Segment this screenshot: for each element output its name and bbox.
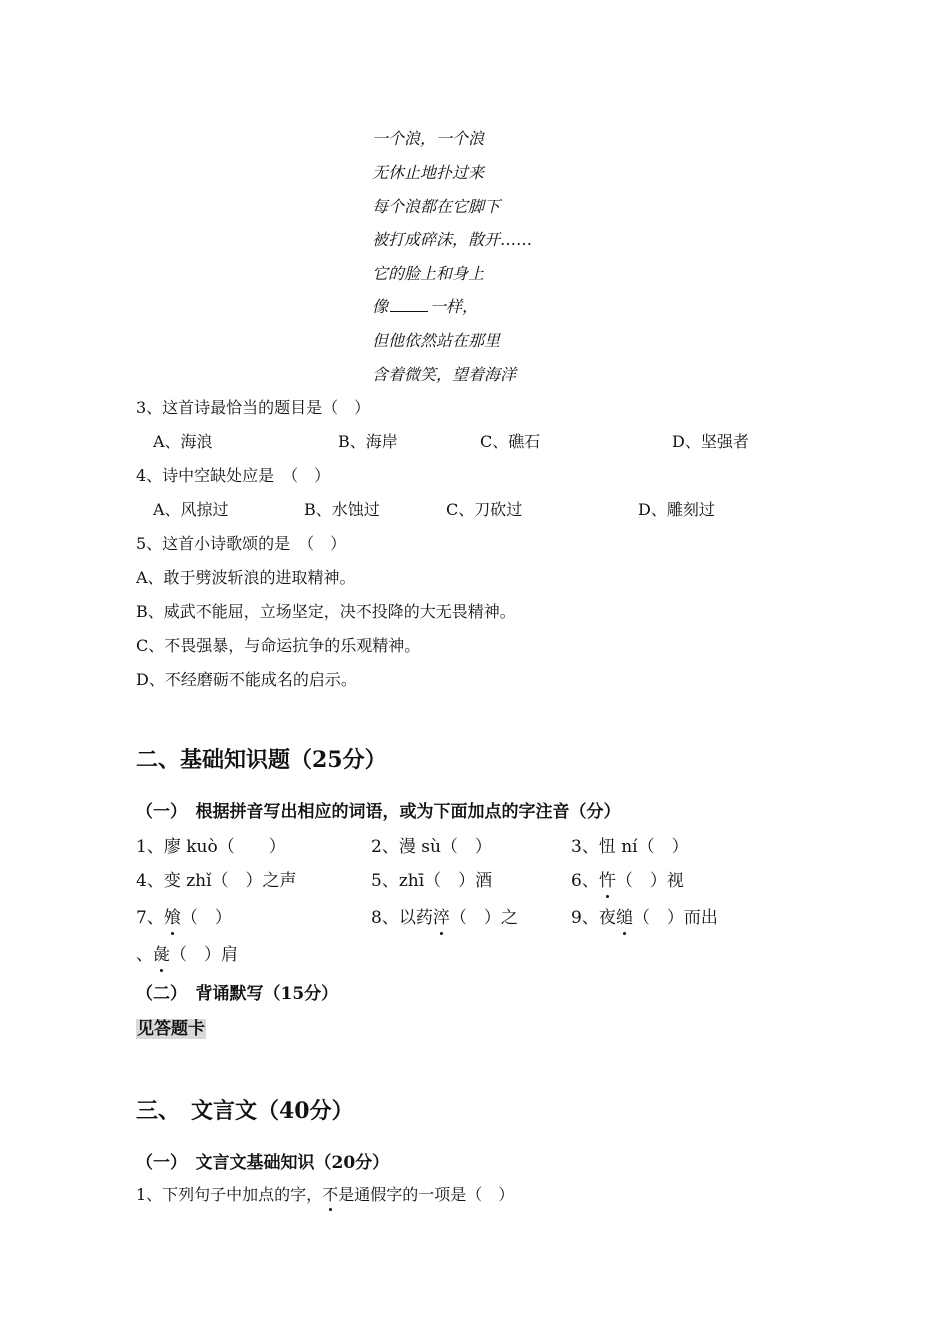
q4-option-a: A、风掠过 <box>153 500 229 519</box>
q4-option-c: C、刀砍过 <box>446 500 523 519</box>
q4-stem: 4、诗中空缺处应是 （ ） <box>136 466 331 485</box>
item-6-suffix: （ ）视 <box>615 871 684 891</box>
item-9 <box>571 903 718 928</box>
q3-option-a: A、海浪 <box>153 432 213 451</box>
item-9-dotted-char: 缒 <box>615 908 633 928</box>
poem-line-1: 一个浪，一个浪 <box>372 129 485 148</box>
item-8-suffix: （ ）之 <box>449 908 518 928</box>
answer-note <box>136 1014 206 1039</box>
item-7-dotted-char: 飧 <box>163 908 181 928</box>
item-7-prefix: 7、 <box>136 908 164 928</box>
q4-option-d: D、雕刻过 <box>638 500 715 519</box>
q3-option-d: D、坚强者 <box>672 432 749 451</box>
poem-line-6-pre: 像 <box>372 297 389 316</box>
item-8 <box>371 903 518 928</box>
section-3-title: 三、 文言文（40分） <box>136 1098 354 1124</box>
q3-stem: 3、这首诗最恰当的题目是（ ） <box>136 398 371 417</box>
poem-line-6-post: 一样， <box>430 297 479 316</box>
poem-line-6 <box>372 294 478 317</box>
q3-option-c: C、礁石 <box>480 432 541 451</box>
q3-option-b: B、海岸 <box>338 432 398 451</box>
section-2-subtitle-1: （一） 根据拼音写出相应的词语，或为下面加点的字注音（分） <box>136 802 621 822</box>
item-2: 2、漫 sù（ ） <box>371 837 492 857</box>
item-7 <box>136 903 232 928</box>
q5-option-b: B、威武不能屈，立场坚定，决不投降的大无畏精神。 <box>136 602 516 621</box>
item-6-dotted-char: 忤 <box>598 871 616 891</box>
item-9-suffix: （ ）而出 <box>632 908 718 928</box>
q5-stem: 5、这首小诗歌颂的是 （ ） <box>136 534 347 553</box>
poem-line-4: 被打成碎沫，散开…… <box>372 230 533 249</box>
item-5: 5、zhī（ ）酒 <box>371 871 493 891</box>
item-10-dotted-char: 彘 <box>153 945 170 965</box>
q5-option-a: A、敢于劈波斩浪的进取精神。 <box>136 568 356 587</box>
poem-line-2: 无休止地扑过来 <box>372 163 485 182</box>
item-4: 4、变 zhǐ（ ）之声 <box>136 871 297 891</box>
q5-option-d: D、不经磨砺不能成名的启示。 <box>136 670 357 689</box>
poem-line-3: 每个浪都在它脚下 <box>372 197 501 216</box>
answer-note-text: 见答题卡 <box>137 1019 205 1039</box>
item-1: 1、廖 kuò（ ） <box>136 837 286 857</box>
item-10-suffix: （ ）肩 <box>170 945 238 965</box>
item-9-prefix: 9、夜 <box>571 908 616 928</box>
item-10 <box>136 940 238 965</box>
q1-suffix: 是通假字的一项是（ ） <box>338 1185 515 1204</box>
q5-option-c: C、不畏强暴，与命运抗争的乐观精神。 <box>136 636 421 655</box>
section-3-subtitle-1: （一） 文言文基础知识（20分） <box>136 1153 390 1173</box>
item-6-prefix: 6、 <box>571 871 599 891</box>
poem-line-8: 含着微笑，望着海洋 <box>372 365 517 384</box>
item-6 <box>571 866 684 891</box>
section-2-title: 二、基础知识题（25分） <box>136 747 387 773</box>
item-7-suffix: （ ） <box>180 908 232 928</box>
section-2-subtitle-2: （二） 背诵默写（15分） <box>136 984 339 1004</box>
section-3-question-1 <box>136 1182 514 1205</box>
item-3: 3、忸 ní（ ） <box>571 837 689 857</box>
q4-option-b: B、水蚀过 <box>304 500 380 519</box>
q1-dotted-char: 不 <box>322 1185 339 1204</box>
item-8-dotted-char: 淬 <box>432 908 450 928</box>
poem-blank <box>390 297 428 312</box>
poem-line-7: 但他依然站在那里 <box>372 331 501 350</box>
item-10-prefix: 、 <box>136 945 153 965</box>
q1-prefix: 1、下列句子中加点的字， <box>136 1185 323 1204</box>
poem-line-5: 它的脸上和身上 <box>372 264 485 283</box>
item-8-prefix: 8、以药 <box>371 908 433 928</box>
